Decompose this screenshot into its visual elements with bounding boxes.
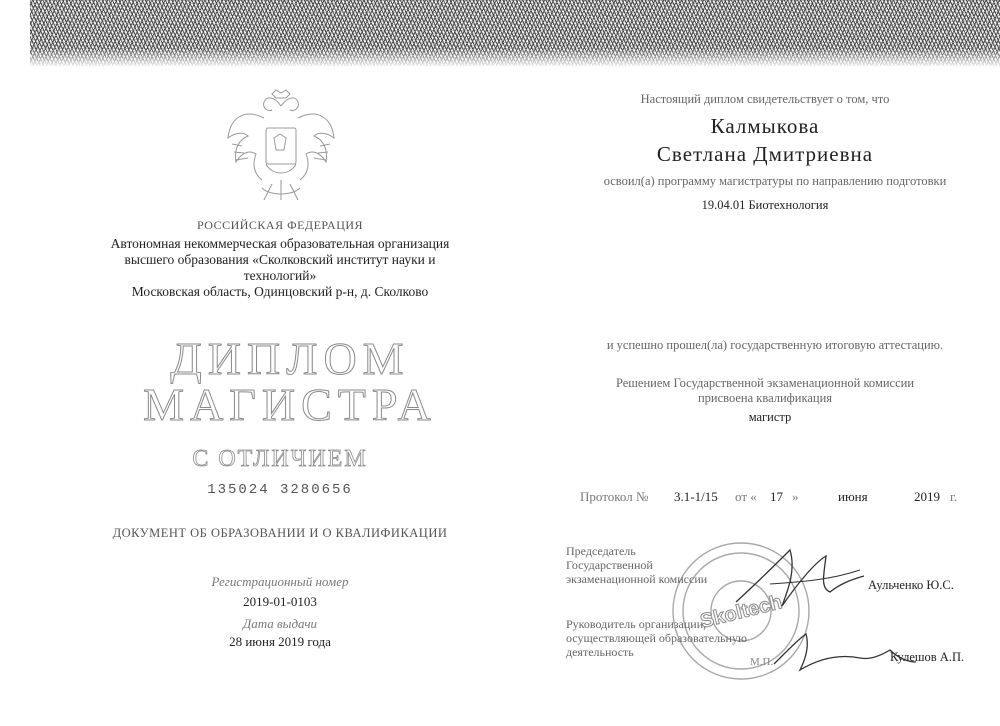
program-code: 19.04.01 Биотехнология [701,198,829,212]
document-type: ДОКУМЕНТ ОБ ОБРАЗОВАНИИ И О КВАЛИФИКАЦИИ [112,526,448,540]
protocol-line [580,489,980,509]
issue-date: 28 июня 2019 года [229,634,331,649]
honors-label: С ОТЛИЧИЕМ [192,446,368,472]
organization-line-2: высшего образования «Сколковский институт науки и технологий» [124,252,436,283]
protocol-number: 3.1-1/15 [674,489,718,504]
chair-label-line-3: экзаменационной комиссии [566,572,708,586]
protocol-day: 17 [770,489,783,504]
certifies-text: Настоящий диплом свидетельствует о том, что [640,92,890,106]
registration-number: 2019-01-0103 [243,594,317,609]
chair-label-line-2: Государственной [566,558,653,572]
diploma-number: 135024 3280656 [207,482,353,498]
chair-name: Аульченко Ю.С. [868,578,954,592]
decision-block [540,376,990,406]
diploma-title-line-1: ДИПЛОМ [170,333,410,384]
protocol-label: Протокол № [580,489,649,504]
diploma-title-line-2: МАГИСТРА [143,379,437,430]
qualification: магистр [748,410,792,424]
coat-of-arms-icon [222,88,340,208]
chair-label [566,544,766,586]
head-label-line-2: осуществляющей образовательную [566,631,747,645]
head-label-line-3: деятельность [566,645,634,659]
issue-date-label: Дата выдачи [242,616,318,631]
protocol-from: от « [735,489,757,504]
head-name: Кулешов А.П. [890,650,965,664]
organization-line-3: Московская область, Одинцовский р-н, д. Сколково [131,284,429,299]
protocol-year: 2019 [914,489,940,504]
protocol-close-quote: » [792,489,799,504]
security-band-fade [30,48,1000,68]
decision-line-1: Решением Государственной экзаменационной комиссии [615,376,915,390]
mastered-program-text: освоил(а) программу магистратуры по направлению подготовки [603,174,947,188]
protocol-year-suffix: г. [950,489,958,504]
head-label [566,617,786,659]
protocol-month: июня [838,489,868,504]
graduate-surname: Калмыкова [710,114,820,138]
organization-block [100,236,460,300]
stamp-text: Skoltech [698,591,785,633]
decision-line-2: присвоена квалификация [697,391,833,405]
stamp-place-mark: М.П. [750,656,774,668]
chair-label-line-1: Председатель [566,544,636,558]
organization-line-1: Автономная некоммерческая образовательная организация [110,236,450,251]
head-label-line-1: Руководитель организации, [566,617,707,631]
attestation-text: и успешно прошел(ла) государственную итоговую аттестацию. [606,338,944,352]
registration-label: Регистрационный номер [211,574,349,589]
country-label: РОССИЙСКАЯ ФЕДЕРАЦИЯ [196,218,364,232]
graduate-given-names: Светлана Дмитриевна [656,142,874,166]
